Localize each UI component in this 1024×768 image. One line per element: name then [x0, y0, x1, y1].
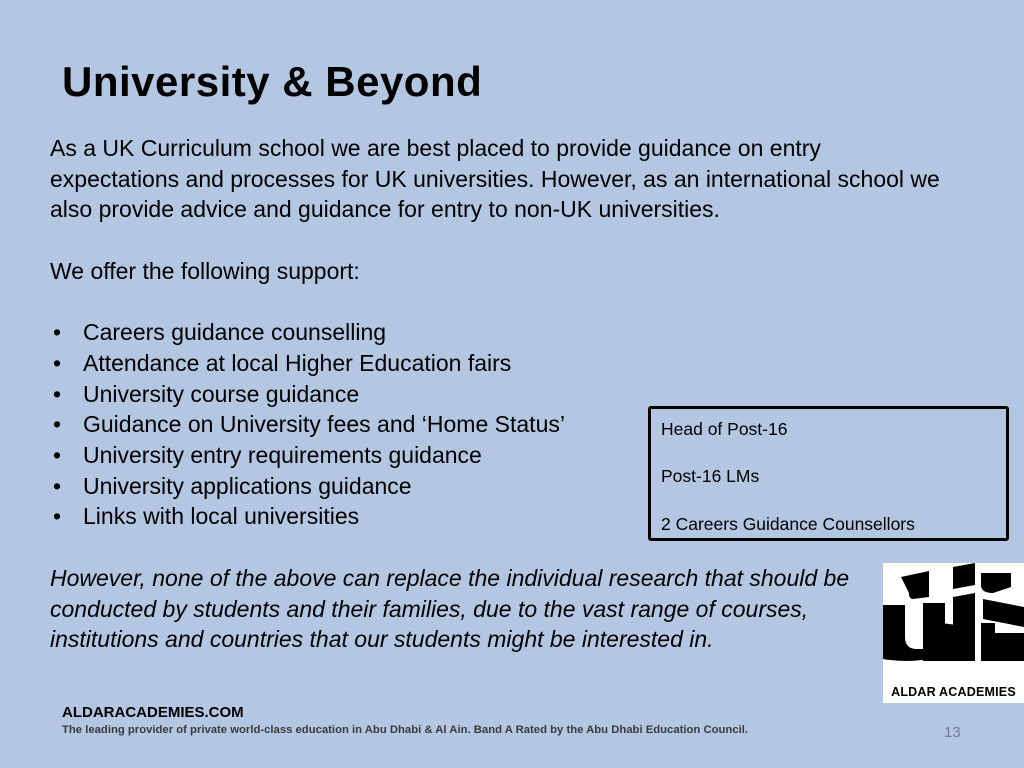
closing-paragraph: However, none of the above can replace the individual research that should be conducted by students and their families, due to the vast range of courses, institutions and countries that our students might be interested in.: [50, 565, 850, 653]
bullet-icon: •: [53, 319, 62, 346]
aldar-academies-logo: [883, 563, 1024, 703]
page-number: 13: [944, 724, 961, 741]
list-item: [50, 379, 940, 410]
bullet-icon: •: [53, 411, 62, 438]
staff-item-post-16-lms: Post-16 LMs: [661, 466, 760, 486]
logo-mark-icon: [883, 563, 1024, 683]
footer-tagline: The leading provider of private world-class education in Abu Dhabi & Al Ain. Band A Rated by the Abu Dhabi Education Council.: [62, 724, 749, 736]
bullet-icon: •: [53, 442, 62, 468]
slide-title: University & Beyond: [62, 58, 483, 105]
staff-item-careers-counsellors: 2 Careers Guidance Counsellors: [661, 514, 915, 534]
bullet-icon: •: [53, 349, 62, 376]
bullet-icon: •: [53, 380, 62, 407]
list-item-label: University course guidance: [83, 380, 360, 407]
list-item-label: Guidance on University fees and ‘Home Status’: [83, 411, 565, 438]
list-item-label: University entry requirements guidance: [83, 442, 482, 468]
list-item: [50, 317, 940, 348]
bullet-icon: •: [53, 472, 62, 499]
footer-website: ALDARACADEMIES.COM: [62, 704, 244, 721]
list-item-label: University applications guidance: [83, 472, 412, 499]
list-item: [50, 348, 940, 379]
list-item-label: Attendance at local Higher Education fairs: [83, 349, 512, 376]
list-item-label: Links with local universities: [83, 503, 360, 530]
staff-item-head-of-post-16: Head of Post-16: [661, 419, 788, 439]
list-item-label: Careers guidance counselling: [83, 319, 387, 346]
bullet-icon: •: [53, 503, 62, 530]
intro-paragraph: As a UK Curriculum school we are best placed to provide guidance on entry expectations and processes for UK universities. However, as an international school we also provide advice and guidance for entry to non-UK universities.: [50, 135, 940, 223]
staff-box: [648, 406, 1009, 541]
logo-text: ALDAR ACADEMIES: [891, 685, 1016, 699]
support-heading: We offer the following support:: [50, 257, 360, 284]
